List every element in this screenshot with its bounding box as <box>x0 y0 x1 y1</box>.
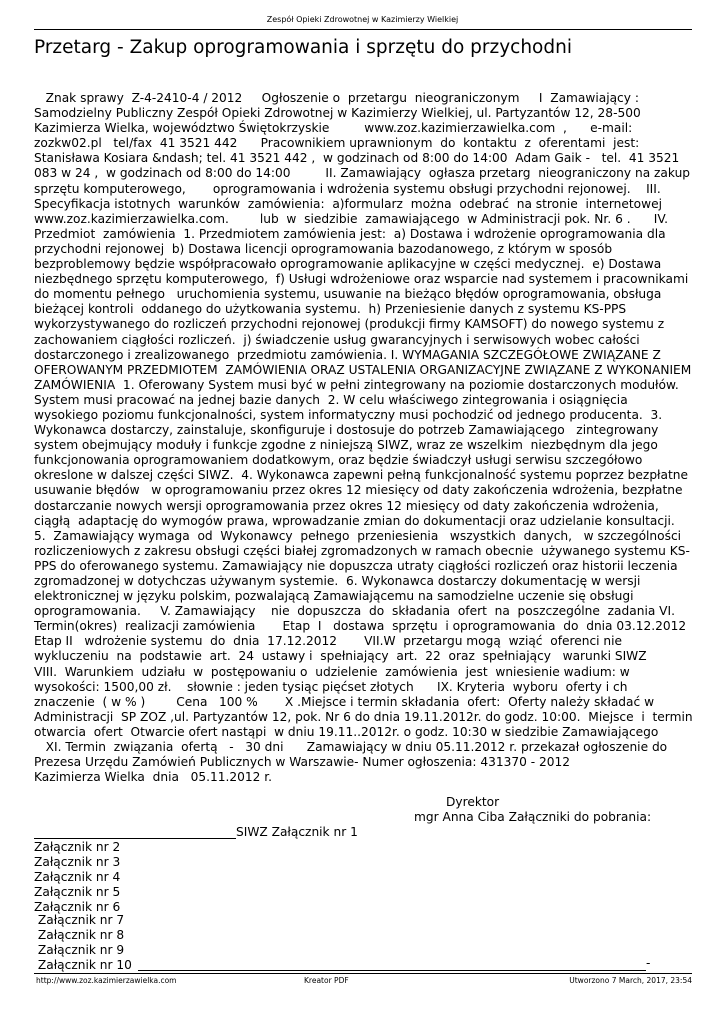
footer-rule <box>34 973 692 974</box>
trailing-dash: - <box>646 956 651 970</box>
attachment-link-4[interactable]: Załącznik nr 4 <box>34 870 121 884</box>
page-title: Przetarg - Zakup oprogramowania i sprzętu do przychodni <box>34 37 572 58</box>
attachment-link-3[interactable]: Załącznik nr 3 <box>34 855 121 869</box>
header-rule <box>34 29 692 30</box>
signature-name: mgr Anna Ciba <box>414 810 505 824</box>
attachment-link-7[interactable]: Załącznik nr 7 <box>34 913 125 927</box>
attachment-link-6[interactable]: Załącznik nr 6 <box>34 900 121 914</box>
attachment-link-1[interactable]: SIWZ Załącznik nr 1 <box>236 825 358 839</box>
footer-created-date: Utworzono 7 March, 2017, 23:54 <box>569 976 692 985</box>
signature-role: Dyrektor <box>446 795 500 809</box>
footer-url-link[interactable]: http://www.zoz.kazimierzawielka.com <box>36 976 177 985</box>
attachment-link-2[interactable]: Załącznik nr 2 <box>34 840 121 854</box>
footer-generator: Kreator PDF <box>304 976 349 985</box>
page-header: Zespół Opieki Zdrowotnej w Kazimierzy Wielkiej <box>266 15 459 24</box>
attachment-link-8[interactable]: Załącznik nr 8 <box>34 928 125 942</box>
attachments-label: Załączniki do pobrania: <box>508 810 652 824</box>
attachment-1-underline <box>34 838 236 839</box>
attachment-link-10[interactable]: Załącznik nr 10 <box>34 958 132 972</box>
signature-name-attachments <box>414 810 651 824</box>
announcement-body: Znak sprawy Z-4-2410-4 / 2012 Ogłoszenie o przetargu nieograniczonym I Zamawiający : Samodzielny Publiczny Zespół Opieki Zdrowotnej w Kazimierzy Wielkiej, ul. Partyzantów 12, 28-500 Kazimierza Wielka, województwo Świętokrzyskie www.zoz.kazimierzawielka.com , e-mail: zozkw02.pl tel/fax 41 3521 442 Pracownikiem uprawnionym do kontaktu z oferentami jest: Stanisława Kosiara &ndash; tel. 41 3521 442 , w godzinach od 8:00 do 14:00 Adam Gaik - tel. 41 3521 083 w 24 , w godzinach od 8:00 do 14:00 II. Zamawiający ogłasza przetarg nieograniczony na zakup sprzętu komputerowego, oprogramowania i wdrożenia systemu obsługi przychodni rejonowej. III. Specyfikacja istotnych warunków zamówienia: a)formularz można odebrać na stronie internetowej www.zoz.kazimierzawielka.com. lub w siedzibie zamawiającego w Administracji pok. Nr. 6 . IV. Przedmiot zamówienia 1. Przedmiotem zamówienia jest: a) Dostawa i wdrożenie oprogramowania dla przychodni rejonowej b) Dostawa licencji oprogramowania bazodanowego, z którym w sposób bezproblemowy będzie współpracowało oprogramowanie aplikacyjne w części medycznej. e) Dostawa niezbędnego sprzętu komputerowego, f) Usługi wdrożeniowe oraz wsparcie nad systemem i pracownikami do momentu pełnego uruchomienia systemu, usuwanie na bieżąco błędów oprogramowania, obsługa bieżącej kontroli oddanego do użytkowania systemu. h) Przeniesienie danych z systemu KS-PPS wykorzystywanego do rozliczeń przychodni rejonowej (produkcji firmy KAMSOFT) do nowego systemu z zachowaniem ciągłości rozliczeń. j) świadczenie usług gwarancyjnych i serwisowych wobec całości dostarczonego i zrealizowanego przedmiotu zamówienia. I. WYMAGANIA SZCZEGÓŁOWE ZWIĄZANE Z OFEROWANYM PRZEDMIOTEM ZAMÓWIENIA ORAZ USTALENIA ORGANIZACYJNE ZWIĄZANE Z WYKONANIEM ZAMÓWIENIA 1. Oferowany System musi być w pełni zintegrowany na poziomie dostarczonych modułów. System musi pracować na jednej bazie danych 2. W celu właściwego zintegrowania i osiągnięcia wysokiego poziomu funkcjonalności, system informatyczny musi pochodzić od jednego producenta. 3. Wykonawca dostarczy, zainstaluje, skonfiguruje i dostosuje do potrzeb Zamawiającego zintegrowany system obejmujący moduły i funkcje zgodne z niniejszą SIWZ, wraz ze wszelkim niezbędnym dla jego funkcjonowania oprogramowaniem dodatkowym, oraz będzie świadczył usługi serwisu szczegółowo okreslone w dalszej części SIWZ. 4. Wykonawca zapewni pełną funkcjonalność systemu poprzez bezpłatne usuwanie błędów w oprogramowaniu przez okres 12 miesięcy od daty zakończenia wdrożenia, bezpłatne dostarczanie nowych wersji oprogramowania przez okres 12 miesięcy od daty zakończenia wdrożenia, ciągłą adaptację do wymogów prawa, wprowadzanie zmian do dokumentacji oraz udzielanie konsultacji. 5. Zamawiający wymaga od Wykonawcy pełnego przeniesienia wszystkich danych, w szczególności rozliczeniowych z zakresu obsługi części białej zgromadzonych w ramach obecnie używanego systemu KS-PPS do oferowanego systemu. Zamawiający nie dopuszcza utraty ciągłości rozliczeń oraz historii leczenia zgromadzonej w dotychczas używanym systemie. 6. Wykonawca dostarczy dokumentację w wersji elektronicznej w języku polskim, pozwalającą Zamawiającemu na samodzielne uczenie się obsługi oprogramowania. V. Zamawiający nie dopuszcza do składania ofert na poszczególne zadania VI. Termin(okres) realizacji zamówienia Etap I dostawa sprzętu i oprogramowania do dnia 03.12.2012 Etap II wdrożenie systemu do dnia 17.12.2012 VII.W przetargu mogą wziąć oferenci nie wykluczeniu na podstawie art. 24 ustawy i spełniający art. 22 oraz spełniający warunki SIWZ VIII. Warunkiem udziału w postępowaniu o udzielenie zamówienia jest wniesienie wadium: w wysokości: 1500,00 zł. słownie : jeden tysiąc pięćset złotych IX. Kryteria wyboru oferty i ch znaczenie ( w % ) Cena 100 % X .Miejsce i termin składania ofert: Oferty należy składać w Administracji SP ZOZ ,ul. Partyzantów 12, pok. Nr 6 do dnia 19.11.2012r. do godz. 10:00. Miejsce i termin otwarcia ofert Otwarcie ofert nastąpi w dniu 19.11..2012r. o godz. 10:30 w siedzibie Zamawiającego XI. Termin związania ofertą - 30 dni Zamawiający w dniu 05.11.2012 r. przekazał ogłoszenie do Prezesa Urzędu Zamówień Publicznych w Warszawie- Numer ogłoszenia: 431370 - 2012 Kazimierza Wielka dnia 05.11.2012 r. <box>34 91 693 785</box>
attachment-10-underline <box>138 970 646 971</box>
attachment-link-9[interactable]: Załącznik nr 9 <box>34 943 125 957</box>
attachment-link-5[interactable]: Załącznik nr 5 <box>34 885 121 899</box>
